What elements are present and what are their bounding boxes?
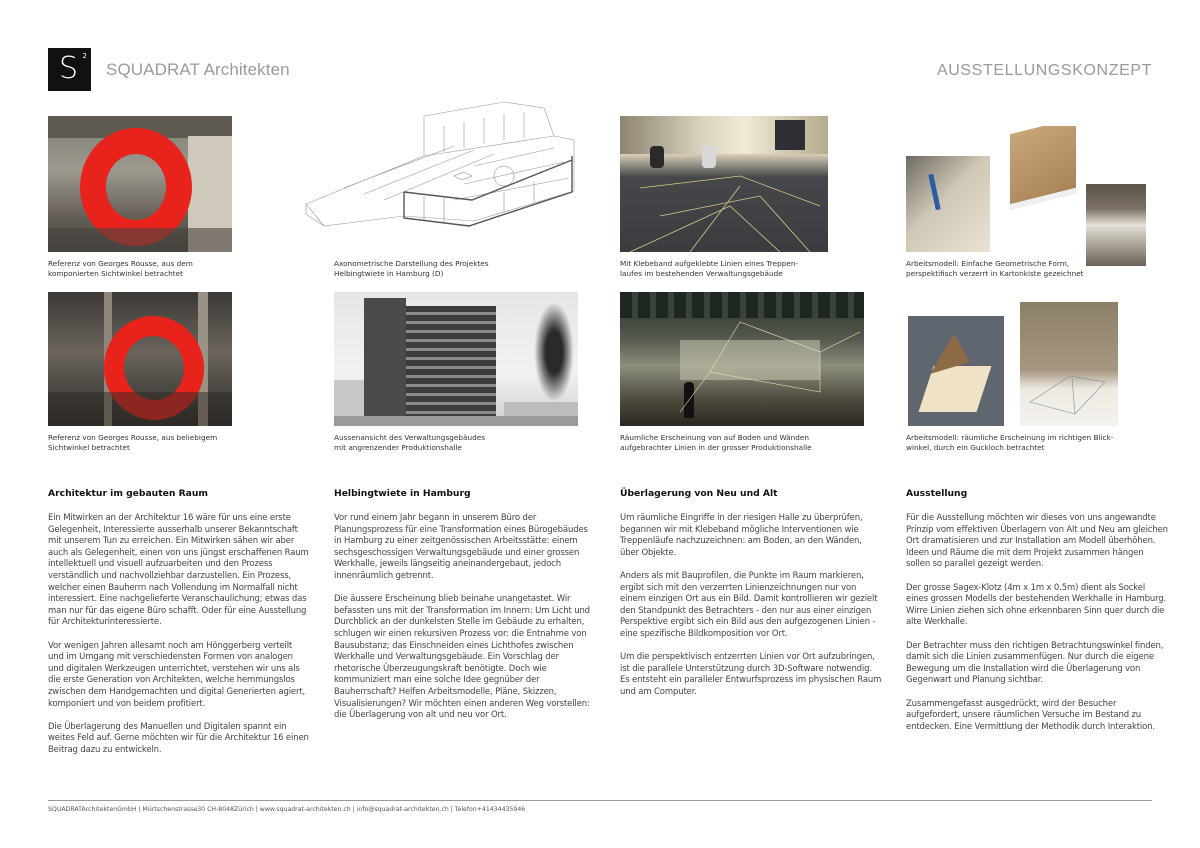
caption-line: Sichtwinkel betrachtet	[48, 443, 130, 452]
caption-line: winkel, durch ein Guckloch betrachtet	[906, 443, 1045, 452]
caption-line: Arbeitsmodell: räumliche Erscheinung im richtigen Blick-	[906, 433, 1114, 442]
caption-production-hall	[620, 433, 890, 453]
section-heading: Überlagerung von Neu und Alt	[620, 488, 778, 499]
section-heading: Architektur im gebauten Raum	[48, 488, 208, 499]
photo-production-hall	[620, 292, 864, 426]
logo-superscript: 2	[82, 52, 87, 60]
document-title: AUSSTELLUNGSKONZEPT	[936, 62, 1152, 79]
section-paragraph: Vor rund einem Jahr begann in unserem Büro der Planungsprozess für eine Transformation eines Bürogebäudes in Hamburg zu einer zeitgenössischen Arbeitsstätte: einem sechsgeschossigen Verwaltungsgebäude und einer grossen Werkhalle, jeweils längseitig aneinandergebaut, jedoch innenräumlich getrennt.	[334, 513, 588, 581]
brand-name: SQUADRAT Architekten	[106, 60, 290, 79]
section-paragraph: Ein Mitwirken an der Architektur 16 wäre für uns eine erste Gelegenheit, Interessierte ausserhalb unserer Bekanntschaft mit unserem Tun zu erreichen. Ein Mitwirken sähen wir aber auch als Gelegenheit, einen von uns jüngst erschaffenen Raum intellektuell und visuell aufzuarbeiten und den Prozess verständlich und nachvollziehbar darzustellen. Ein Prozess, welcher einen Bauherrn nach Vollendung im Normalfall nicht interessiert. Eine nachgelieferte Veranschaulichung; etwas das man nur für das eigene Büro schafft. Oder für eine Ausstellung für Architekturinteressierte.	[48, 513, 309, 628]
caption-cardboard-models	[906, 259, 1176, 279]
caption-line: Axonometrische Darstellung des Projektes	[334, 259, 489, 268]
photo-peephole-models	[906, 302, 1118, 426]
section-heading: Ausstellung	[906, 488, 968, 499]
section-overlay	[620, 488, 882, 710]
caption-peephole-models	[906, 433, 1176, 453]
footer-contact: SQUADRATArchitektenGmbH | Mürtschenstrasse30 CH-8048Zürich | www.squadrat-architekten.ch | info@squadrat-architekten.ch | Telefon+41434435946	[48, 806, 526, 813]
caption-tape-lines-office	[620, 259, 890, 279]
caption-line: Helbingtwiete in Hamburg (D)	[334, 269, 444, 278]
caption-rousse-arbitrary	[48, 433, 318, 453]
photo-building-exterior	[334, 292, 578, 426]
axonometric-drawing	[304, 96, 576, 252]
section-paragraph: Anders als mit Bauprofilen, die Punkte im Raum markieren, ergibt sich mit den verzerrten Linienzeichnungen nur von einem einzigen Ort aus ein Bild. Damit kontrollieren wir gezielt den Standpunkt des Betrachters - den nur aus einer einzigen Perspektive ergibt sich ein Bild aus den aufgezogenen Linien - eine spezifische Bildkomposition vor Ort.	[620, 570, 878, 639]
caption-rousse-composed	[48, 259, 318, 279]
caption-line: Mit Klebeband aufgeklebte Linien eines Treppen-	[620, 259, 799, 268]
caption-line: laufes im bestehenden Verwaltungsgebäude	[620, 269, 783, 278]
section-paragraph: Der Betrachter muss den richtigen Betrachtungswinkel finden, damit sich die Linien zusammenfügen. Nur durch die eigene Bewegung um die Installation wird die Überlagerung von Gegenwart und Planung sichtbar.	[906, 640, 1164, 686]
section-paragraph: Die Überlagerung des Manuellen und Digitalen spannt ein weites Feld auf. Gerne möchten wir für die Architektur 16 einen Beitrag dazu zu entwickeln.	[48, 721, 309, 755]
photo-cardboard-models	[906, 126, 1146, 266]
caption-line: Referenz von Georges Rousse, aus beliebigem	[48, 433, 218, 442]
caption-line: perspektifisch verzerrt in Kartonkiste gezeichnet	[906, 269, 1084, 278]
caption-line: komponierten Sichtwinkel betrachtet	[48, 269, 183, 278]
footer-divider	[48, 800, 1152, 801]
section-paragraph: Der grosse Sagex-Klotz (4m x 1m x 0.5m) dient als Sockel eines grossen Modells der bestehenden Werkhalle in Hamburg. Wirre Linien ziehen sich ohne erkennbaren Sinn quer durch die alte Werkhalle.	[906, 582, 1167, 628]
section-paragraph: Für die Ausstellung möchten wir dieses von uns angewandte Prinzip vom effektiven Überlagern von Alt und Neu am gleichen Ort dramatisieren und zur Installation am Modell überhöhen. Ideen und Räume die mit dem Projekt zusammen hängen sollen so parallel gezeigt werden.	[906, 513, 1168, 570]
caption-line: Arbeitsmodell: Einfache Geometrische Form,	[906, 259, 1070, 268]
photo-rousse-composed	[48, 116, 232, 252]
section-paragraph: Um räumliche Eingriffe in der riesigen Halle zu überprüfen, begannen wir mit Klebeband mögliche Interventionen wie Treppenläufe nachzuzeichnen: am Boden, an den Wänden, über Objekte.	[620, 513, 863, 558]
section-architecture	[48, 488, 310, 768]
section-paragraph: Die äussere Erscheinung blieb beinahe unangetastet. Wir befassten uns mit der Transformation im Innern: Um Licht und Durchblick an der dunkelsten Stelle im Gebäude zu erhalten, schlugen wir einen rekursiven Prozess vor: die Entnahme von Bausubstanz; das Einschneiden eines Lichthofes zwischen Werkhalle und Verwaltungsgebäude. Ein Vorschlag der rhetorische Überzeugungskraft benötigte. Doch wie kommuniziert man eine solche Idee gegnüber der Bauherrschaft? Helfen Arbeitsmodelle, Pläne, Skizzen, Visualisierungen? Wir möchten einen anderen Weg vorstellen: die Überlagerung von alt und neu vor Ort.	[334, 594, 590, 721]
section-heading: Helbingtwiete in Hamburg	[334, 488, 471, 499]
caption-axonometric	[334, 259, 604, 279]
caption-line: Referenz von Georges Rousse, aus dem	[48, 259, 193, 268]
section-helbingtwiete	[334, 488, 596, 733]
caption-building-exterior	[334, 433, 604, 453]
section-paragraph: Vor wenigen Jahren allesamt noch am Hönggerberg verteilt und im Umgang mit verschiedensten Formen von analogen und digitalen Werkzeugen unterrichtet, verstehen wir uns als die erste Generation von Architekten, welche hemmungslos zwischen dem Handgemachten und digital Generierten agiert, komponiert und von beidem profitiert.	[48, 640, 306, 709]
caption-line: aufgebrachter Linien in der grosser Produktionshalle	[620, 443, 812, 452]
section-paragraph: Um die perspektivisch entzerrten Linien vor Ort aufzubringen, ist die parallele Unterstützung durch 3D-Software notwendig. Es entsteht ein paralleler Entwurfsprozess im physischen Raum und am Computer.	[620, 652, 882, 697]
photo-rousse-arbitrary	[48, 292, 232, 426]
caption-line: mit angrenzender Produktionshalle	[334, 443, 462, 452]
logo-letter: S	[59, 51, 79, 86]
photo-tape-lines-office	[620, 116, 828, 252]
section-exhibition	[906, 488, 1168, 745]
logo	[48, 48, 91, 91]
section-paragraph: Zusammengefasst ausgedrückt, wird der Besucher aufgefordert, unsere räumlichen Versuche im Bestand zu entdecken. Eine Vermittlung der Methodik durch Interaktion.	[906, 698, 1155, 732]
caption-line: Aussenansicht des Verwaltungsgebäudes	[334, 433, 486, 442]
caption-line: Räumliche Erscheinung von auf Boden und Wänden	[620, 433, 810, 442]
